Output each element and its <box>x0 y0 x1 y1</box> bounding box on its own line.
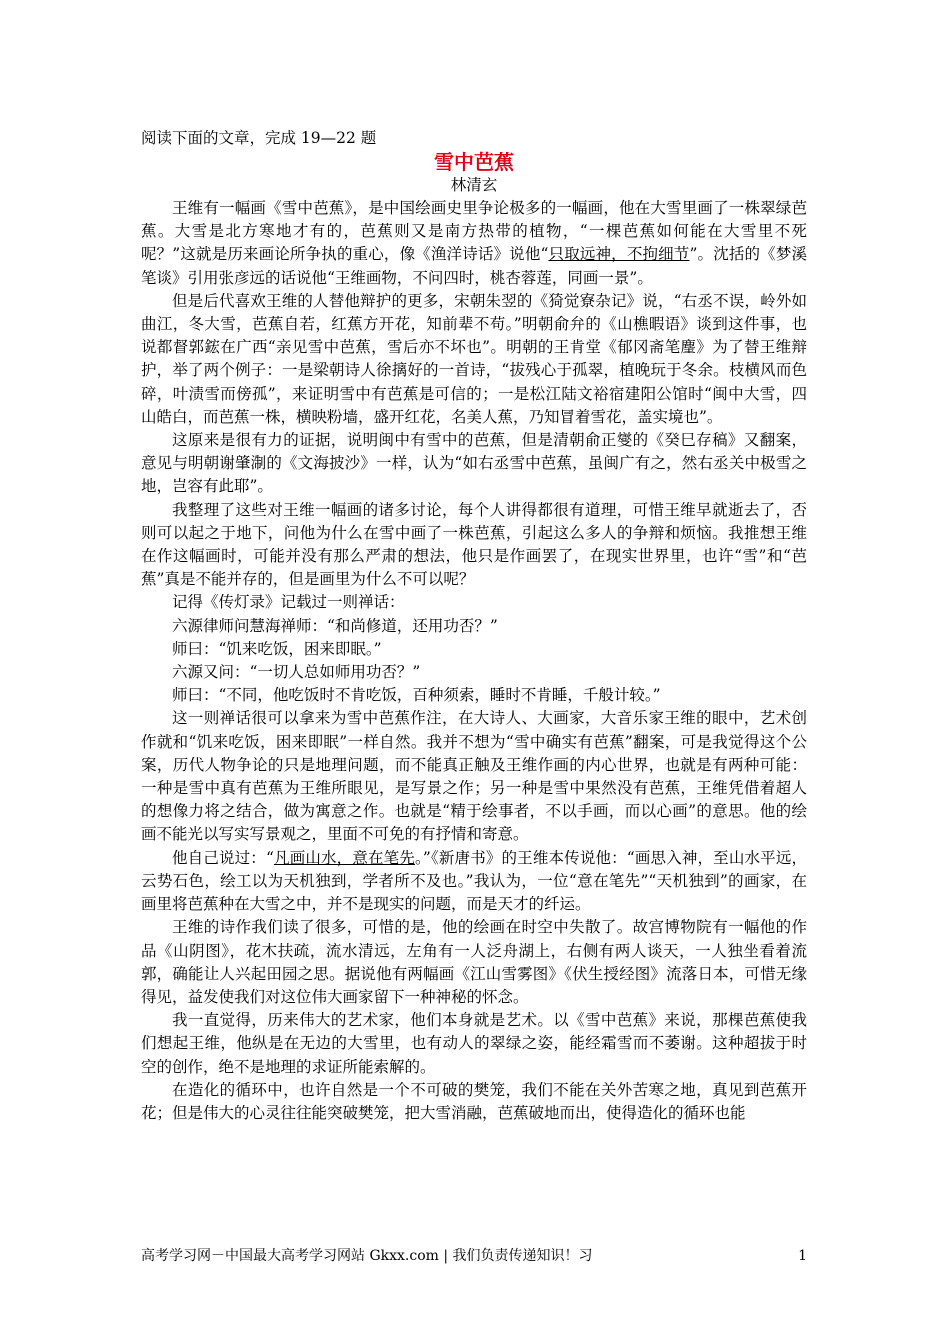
article <box>141 127 807 1125</box>
paragraph-3: 这原来是很有力的证据，说明闽中有雪中的芭蕉，但是清朝俞正燮的《癸巳存稿》又翻案，意见与明朝谢肇淛的《文海披沙》一样，认为“如右丞雪中芭蕉，虽闽广有之，然右丞关中极雪之地，岂容有此耶”。 <box>141 431 807 496</box>
article-title: 雪中芭蕉 <box>434 150 514 174</box>
paragraph-5: 记得《传灯录》记载过一则禅话： <box>172 593 405 612</box>
underlined-phrase: 只取远神，不拘细节 <box>548 245 690 264</box>
paragraph-11: 他自己说过：“凡画山水，意在笔先。”《新唐书》的王维本传说他：“画思入神，至山水平远，云势石色，绘工以为天机独到，学者所不及也。”我认为，一位“意在笔先”“天机独到”的画家，在画里将芭蕉种在大雪之中，并不是现实的问题，而是天才的纤运。 <box>141 848 807 914</box>
paragraph-12: 王维的诗作我们读了很多，可惜的是，他的绘画在时空中失散了。故宫博物院有一幅他的作品《山阴图》，花木扶疏，流水清远，左角有一人泛舟湖上，右侧有两人谈天，一人独坐看着流郭，确能让人兴起田园之思。据说他有两幅画《江山雪雾图》《伏生授经图》流落日本，可惜无缘得见，益发使我们对这位伟大画家留下一种神秘的怀念。 <box>141 918 807 1006</box>
paragraph-7: 师曰：“饥来吃饭，困来即眠。” <box>172 639 382 658</box>
paragraph-10: 这一则禅话很可以拿来为雪中芭蕉作注，在大诗人、大画家，大音乐家王维的眼中，艺术创作就和“饥来吃饭，困来即眠”一样自然。我并不想为“雪中确实有芭蕉”翻案，可是我觉得这个公案，历代人物争论的只是地理问题，而不能真正触及王维作画的内心世界，也就是有两种可能：一种是雪中真有芭蕉为王维所眼见，是写景之作；另一种是雪中果然没有芭蕉，王维凭借着超人的想像力将之结合，做为寓意之作。也就是“精于绘事者，不以手画，而以心画”的意思。他的绘画不能光以写实写景观之，里面不可免的有抒情和寄意。 <box>141 709 807 844</box>
article-author: 林清玄 <box>450 176 498 194</box>
paragraph-6: 六源律师问慧海禅师：“和尚修道，还用功否？” <box>172 616 498 635</box>
paragraph-2: 但是后代喜欢王维的人替他辩护的更多，宋朝朱翌的《猗觉寮杂记》说，“右丞不误，岭外如曲江，冬大雪，芭蕉自若，红蕉方开花，知前辈不苟。”明朝俞弁的《山樵暇语》谈到这件事，也说都督郭鋐在广西“亲见雪中芭蕉，雪后亦不坏也”。明朝的王肯堂《郁冈斋笔麈》为了替王维辩护，举了两个例子：一是梁朝诗人徐摛好的一首诗，“拔残心于孤翠，植晚玩于冬余。枝横风而色碎，叶渍雪而傍孤”，来证明雪中有芭蕉是可信的；一是松江陆文裕宿建阳公馆时“闽中大雪，四山皓白，而芭蕉一株，横映粉墙，盛开红花，名美人蕉，乃知冒着雪花，盖实境也”。 <box>141 291 807 426</box>
paragraph-4: 我整理了这些对王维一幅画的诸多讨论，每个人讲得都很有道理，可惜王维早就逝去了，否则可以起之于地下，问他为什么在雪中画了一株芭蕉，引起这么多人的争辩和烦恼。我推想王维在作这幅画时，可能并没有那么严肃的想法，他只是作画罢了，在现实世界里，也许“雪”和“芭蕉”真是不能并存的，但是画里为什么不可以呢？ <box>141 500 807 589</box>
reading-instruction: 阅读下面的文章，完成 19—22 题 <box>141 129 377 147</box>
underlined-phrase: 凡画山水，意在笔先 <box>273 848 415 867</box>
page-footer <box>141 1246 807 1266</box>
paragraph-13: 我一直觉得，历来伟大的艺术家，他们本身就是艺术。以《雪中芭蕉》来说，那棵芭蕉使我们想起王维，他纵是在无边的大雪里，也有动人的翠绿之姿，能经霜雪而不萎谢。这种超拔于时空的创作，绝不是地理的求证所能索解的。 <box>141 1011 807 1076</box>
paragraph-1: 王维有一幅画《雪中芭蕉》，是中国绘画史里争论极多的一幅画，他在大雪里画了一株翠绿芭蕉。大雪是北方寒地才有的，芭蕉则又是南方热带的植物，“一棵芭蕉如何能在大雪里不死呢？”这就是历来画论所争执的重心，像《渔洋诗话》说他“只取远神，不拘细节”。沈括的《梦溪笔谈》引用张彦远的话说他“王维画物，不问四时，桃杏蓉莲，同画一景”。 <box>141 199 807 287</box>
paragraph-14: 在造化的循环中，也许自然是一个不可破的樊笼，我们不能在关外苦寒之地，真见到芭蕉开花；但是伟大的心灵往往能突破樊笼，把大雪消融，芭蕉破地而出，使得造化的循环也能 <box>141 1080 807 1122</box>
paragraph-8: 六源又问：“一切人总如师用功否？” <box>172 663 421 682</box>
page-number: 1 <box>798 1248 807 1264</box>
paragraph-9: 师曰：“不同，他吃饭时不肯吃饭，百种须索，睡时不肯睡，千般计较。” <box>172 686 661 705</box>
footer-text: 高考学习网－中国最大高考学习网站 Gkxx.com | 我们负责传递知识！习 <box>141 1248 593 1264</box>
